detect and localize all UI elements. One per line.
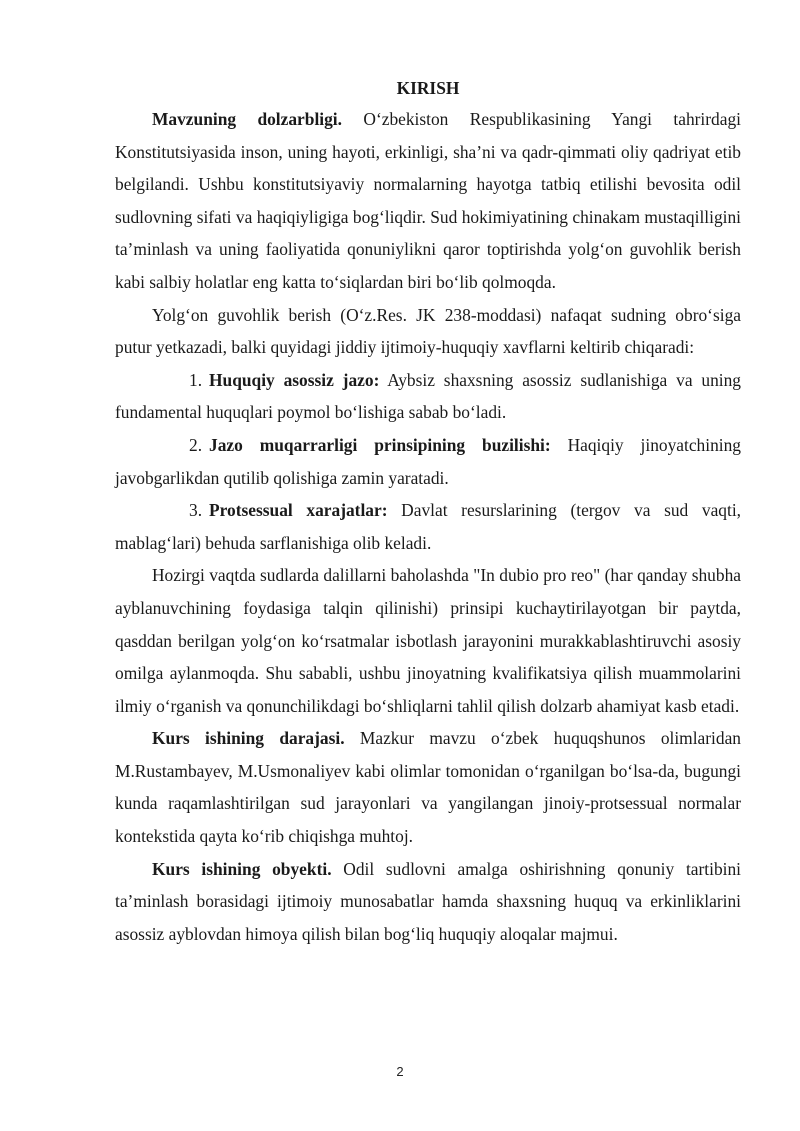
list-item-heading: Jazo muqarrarligi prinsipining buzilishi: (209, 434, 551, 455)
paragraph-current-state: Hozirgi vaqtda sudlarda dalillarni baholashda "In dubio pro reo" (har qanday shubha ayblanuvchining foydasiga talqin qilinishi) prinsipi kuchaytirilayotgan bir paytda, qasddan berilgan yolg‘on ko‘rsatmalar isbotlash jarayonini murakkablashtiruvchi asosiy omilga aylanmoqda. Shu sababli, ushbu jinoyatning kvalifikatsiya qilish muammolarini ilmiy o‘rganish va qonunchilikdagi bo‘shliqlarni tahlil qilish dolzarb ahamiyat kasb etadi. (115, 565, 741, 716)
paragraph-research-level (115, 722, 741, 852)
paragraph-research-object (115, 853, 741, 951)
paragraph-text: Odil sudlovni amalga oshirishning qonuniy tartibini ta’minlash borasidagi ijtimoiy munosabatlar hamda shaxsning huquq va erkinliklarini asossiz ayblovdan himoya qilish bilan bog‘liq huquqiy aloqalar majmui. (115, 858, 741, 944)
list-item-number: 3. (189, 500, 203, 521)
list-item-text: Davlat resurslarining (tergov va sud vaqti, mablag‘lari) behuda sarflanishiga olib keladi. (115, 500, 741, 553)
section-title: KIRISH (396, 78, 460, 98)
list-item-heading: Protsessual xarajatlar: (209, 500, 388, 521)
list-item-heading: Huquqiy asossiz jazo: (209, 369, 380, 390)
list-item-text: Haqiqiy jinoyatchining javobgarlikdan qutilib qolishiga zamin yaratadi. (115, 434, 742, 488)
paragraph-heading: Kurs ishining obyekti. (152, 858, 332, 879)
paragraph-text: Mazkur mavzu o‘zbek huquqshunos olimlaridan M.Rustambayev, M.Usmonaliyev kabi olimlar tomonidan o‘rganilgan bo‘lsa-da, bugungi kunda raqamlashtirilgan sud jarayonlari va yangilangan jinoiy-protsessual normalar kontekstida qayta ko‘rib chiqishga muhtoj. (115, 728, 741, 847)
list-item (115, 429, 741, 494)
list-item-text: Aybsiz shaxsning asossiz sudlanishiga va uning fundamental huquqlari poymol bo‘lishiga sabab bo‘ladi. (115, 369, 742, 423)
paragraph-false-testimony: Yolg‘on guvohlik berish (O‘z.Res. JK 238-moddasi) nafaqat sudning obro‘siga putur yetkazadi, balki quyidagi jiddiy ijtimoiy-huquqiy xavflarni keltirib chiqaradi: (115, 304, 741, 358)
paragraph-relevance (115, 103, 741, 299)
paragraph-text: O‘zbekiston Respublikasining Yangi tahrirdagi Konstitutsiyasida inson, uning hayoti, erkinligi, sha’ni va qadr-qimmati oliy qadriyat etib belgilandi. Ushbu konstitutsiyaviy normalarning hayotga tatbiq etilishi bevosita odil sudlovning sifati va haqiqiyligiga bog‘liqdir. Sud hokimiyatining chinakam mustaqilligini ta’minlash va uning faoliyatida qonuniylikni qaror toptirishda yolg‘on guvohlik berish kabi salbiy holatlar eng katta to‘siqlardan biri bo‘lib qolmoqda. (115, 109, 741, 292)
document-page (115, 75, 741, 950)
page-number: 2 (396, 1064, 404, 1079)
paragraph-heading: Mavzuning dolzarbligi. (152, 109, 342, 129)
list-item-number: 2. (189, 434, 203, 455)
list-item (115, 494, 741, 559)
list-item (115, 364, 741, 429)
paragraph-heading: Kurs ishining darajasi. (152, 728, 345, 749)
list-item-number: 1. (189, 369, 203, 390)
